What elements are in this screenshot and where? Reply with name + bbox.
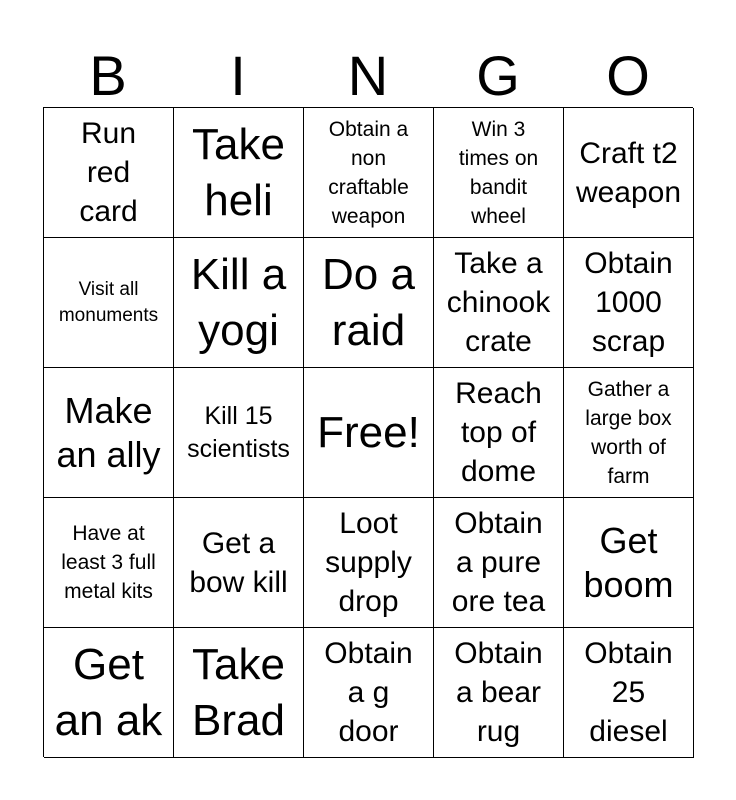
cell-text: Kill 15 scientists	[187, 401, 290, 463]
cell-text: Do a raid	[322, 249, 415, 355]
header-letter-n: N	[347, 44, 389, 107]
cell-text: Run red card	[79, 117, 138, 228]
bingo-cell[interactable]	[44, 108, 174, 238]
cell-text: Reach top of dome	[455, 377, 542, 488]
bingo-cell[interactable]	[44, 628, 174, 758]
header-letter-b: B	[89, 44, 127, 107]
cell-text: Win 3 times on bandit wheel	[458, 117, 539, 228]
cell-text: Obtain a bear rug	[454, 637, 543, 748]
cell-text: Loot supply drop	[325, 507, 412, 618]
cell-text: Get an ak	[54, 639, 163, 745]
header-letter-o: O	[606, 44, 650, 107]
bingo-cell[interactable]	[564, 498, 694, 628]
cell-text: Obtain a g door	[324, 637, 413, 748]
cell-text: Have at least 3 full metal kits	[61, 522, 156, 603]
cell-text: Take Brad	[192, 639, 285, 745]
cell-text: Take a chinook crate	[446, 247, 551, 358]
bingo-grid	[43, 107, 693, 757]
bingo-cell[interactable]	[174, 368, 304, 498]
bingo-cell[interactable]	[434, 368, 564, 498]
header-letter-g: G	[476, 44, 520, 107]
bingo-cell[interactable]	[304, 108, 434, 238]
cell-text: Make an ally	[56, 389, 161, 475]
cell-text: Craft t2 weapon	[575, 136, 682, 209]
bingo-cell[interactable]	[174, 238, 304, 368]
cell-text: Get a bow kill	[189, 526, 288, 599]
bingo-cell free-space[interactable]	[304, 368, 434, 498]
bingo-cell[interactable]	[434, 108, 564, 238]
cell-text: Visit all monuments	[58, 278, 159, 326]
bingo-cell[interactable]	[564, 238, 694, 368]
cell-text: Get boom	[583, 519, 674, 605]
bingo-cell[interactable]	[174, 628, 304, 758]
bingo-cell[interactable]	[304, 498, 434, 628]
bingo-cell[interactable]	[44, 368, 174, 498]
bingo-cell[interactable]	[44, 238, 174, 368]
bingo-cell[interactable]	[564, 628, 694, 758]
bingo-cell[interactable]	[304, 238, 434, 368]
bingo-cell[interactable]	[564, 108, 694, 238]
bingo-cell[interactable]	[434, 238, 564, 368]
header-letter-i: I	[230, 44, 246, 107]
cell-text: Obtain a non craftable weapon	[328, 117, 409, 228]
cell-text: Take heli	[192, 119, 285, 225]
cell-text: Free!	[317, 407, 420, 457]
cell-text: Obtain 1000 scrap	[584, 247, 673, 358]
cell-text: Kill a yogi	[190, 249, 287, 355]
cell-text: Obtain a pure ore tea	[451, 507, 546, 618]
bingo-cell[interactable]	[174, 108, 304, 238]
bingo-cell[interactable]	[434, 628, 564, 758]
bingo-cell[interactable]	[174, 498, 304, 628]
bingo-cell[interactable]	[434, 498, 564, 628]
cell-text: Gather a large box worth of farm	[585, 377, 672, 488]
bingo-cell[interactable]	[304, 628, 434, 758]
cell-text: Obtain 25 diesel	[584, 637, 673, 748]
bingo-cell[interactable]	[44, 498, 174, 628]
bingo-header	[43, 46, 693, 106]
bingo-cell[interactable]	[564, 368, 694, 498]
